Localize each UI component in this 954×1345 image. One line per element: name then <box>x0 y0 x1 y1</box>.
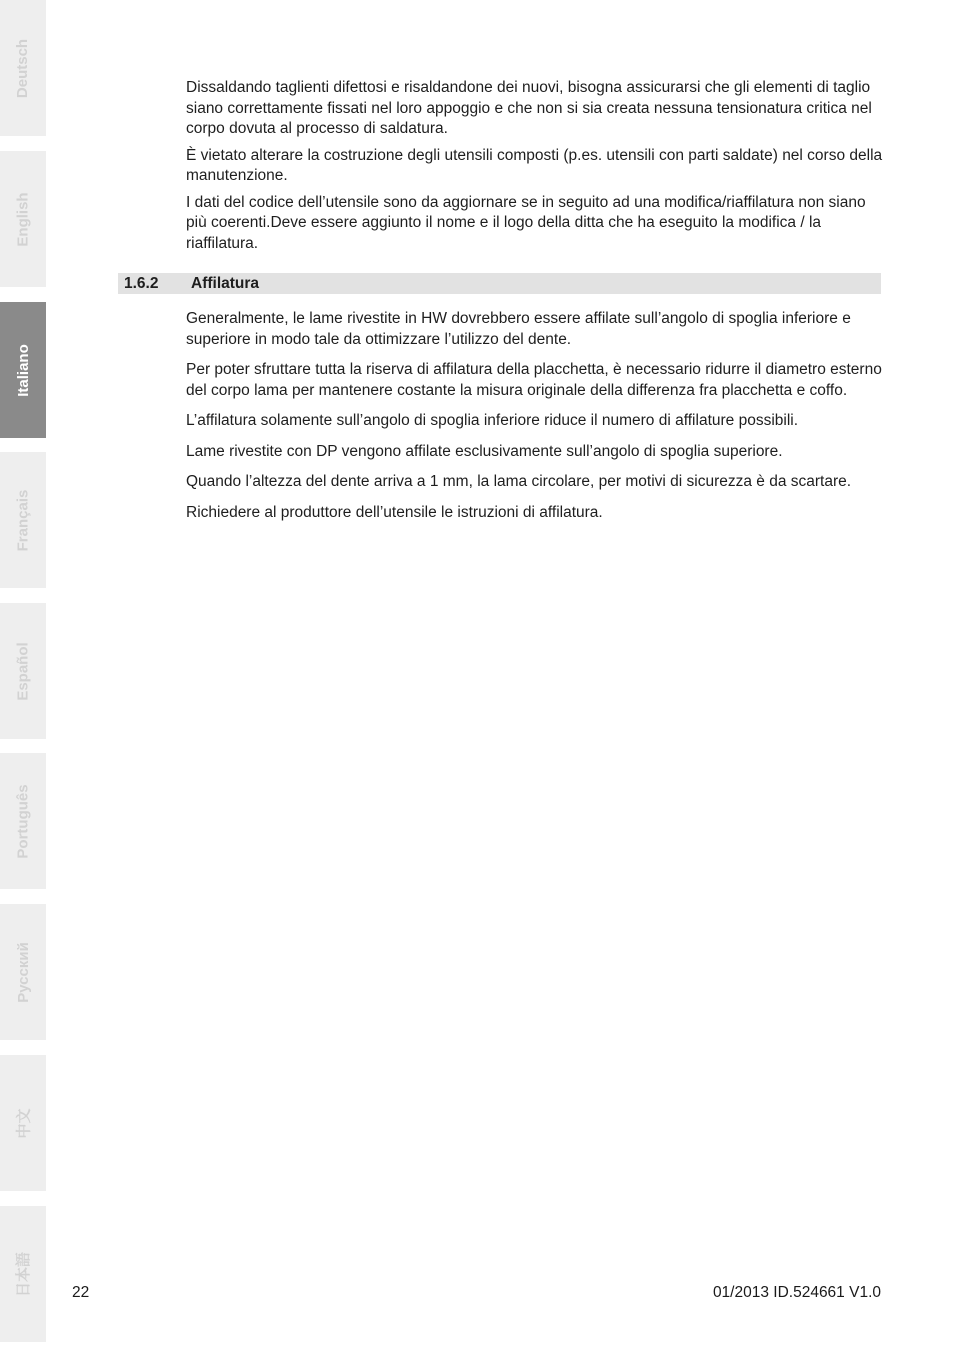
paragraph: Per poter sfruttare tutta la riserva di affilatura della placchetta, è necessario ridurre il diametro esterno del corpo lama per mantenere costante la misura originale della differenza fra placchetta e coffo. <box>186 361 882 399</box>
language-sidebar <box>0 0 46 1345</box>
lang-tab-label: Português <box>14 783 32 859</box>
document-id: 01/2013 ID.524661 V1.0 <box>712 1284 881 1301</box>
paragraph: Richiedere al produttore dell’utensile le istruzioni di affilatura. <box>186 503 603 521</box>
lang-tab-italiano[interactable] <box>0 302 46 438</box>
lang-tab-label: English <box>14 191 32 247</box>
paragraph: I dati del codice dell’utensile sono da aggiornare se in seguito ad una modifica/riaffilatura non siano più coerenti.Deve essere aggiunto il nome e il logo della ditta che ha eseguito la modifica / la riaffilatura. <box>186 193 866 252</box>
lang-tab-espanol[interactable] <box>0 603 46 739</box>
lang-tab-russian[interactable] <box>0 904 46 1040</box>
lang-tab-japanese[interactable] <box>0 1206 46 1342</box>
paragraph: È vietato alterare la costruzione degli utensili composti (p.es. utensili con parti saldate) nel corso della manutenzione. <box>186 146 883 184</box>
paragraph: L’affilatura solamente sull’angolo di spoglia inferiore riduce il numero di affilature possibili. <box>186 412 799 429</box>
paragraph: Quando l’altezza del dente arriva a 1 mm, la lama circolare, per motivi di sicurezza è da scartare. <box>186 473 852 490</box>
lang-tab-francais[interactable] <box>0 452 46 588</box>
lang-tab-deutsch[interactable] <box>0 0 46 136</box>
section-heading <box>118 273 881 294</box>
lang-tab-english[interactable] <box>0 151 46 287</box>
lang-tab-label: 中文 <box>15 1107 33 1139</box>
lang-tab-label: Italiano <box>14 343 32 397</box>
paragraph: Dissaldando taglienti difettosi e risaldandone dei nuovi, bisogna assicurarsi che gli elementi di taglio siano correttamente fissati nel loro appoggio e che non si sia creata nessuna tensionatura critica nel corpo dovuta al processo di saldatura. <box>186 79 872 137</box>
lang-tab-portugues[interactable] <box>0 753 46 889</box>
lang-tab-label: Français <box>14 489 32 551</box>
paragraph: Lame rivestite con DP vengono affilate esclusivamente sull’angolo di spoglia superiore. <box>186 442 783 460</box>
paragraph: Generalmente, le lame rivestite in HW dovrebbero essere affilate sull’angolo di spoglia inferiore e superiore in modo tale da ottimizzare l’utilizzo del dente. <box>186 310 851 348</box>
lang-tab-label: Español <box>14 641 32 701</box>
page-number: 22 <box>72 1284 90 1301</box>
lang-tab-label: Русский <box>14 941 32 1003</box>
section-text-block <box>186 309 886 523</box>
section-number: 1.6.2 <box>124 274 159 292</box>
lang-tab-chinese[interactable] <box>0 1055 46 1191</box>
lang-tab-label: 日本語 <box>15 1251 33 1297</box>
lang-tab-label: Deutsch <box>14 38 32 98</box>
section-title: Affilatura <box>191 274 260 292</box>
intro-text-block <box>186 78 886 254</box>
